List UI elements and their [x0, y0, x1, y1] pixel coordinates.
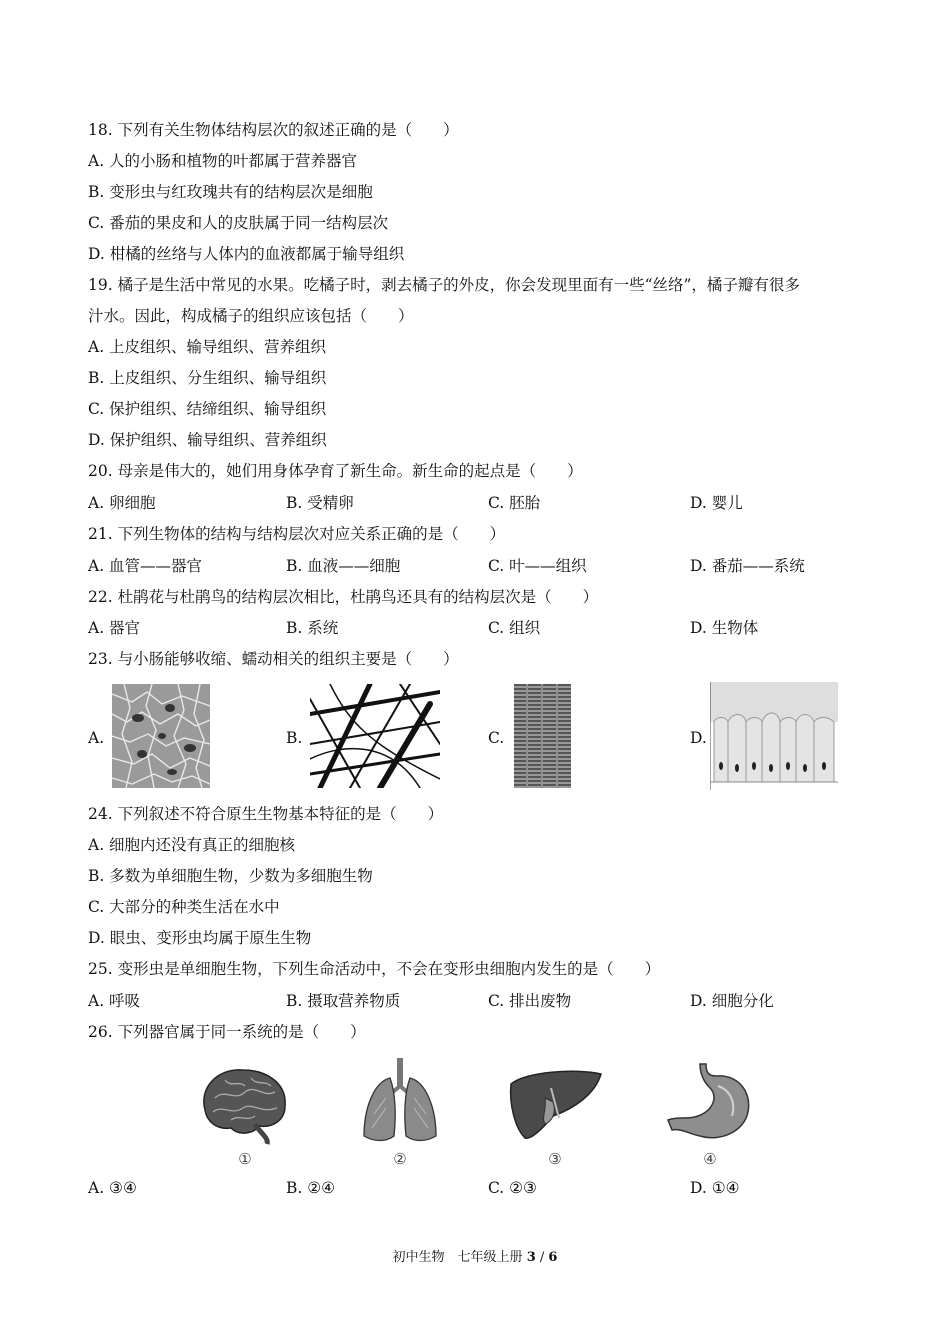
- question-19-option-b: B. 上皮组织、分生组织、输导组织: [88, 369, 327, 387]
- question-24-stem: 24. 下列叙述不符合原生生物基本特征的是（ ）: [88, 805, 444, 823]
- nerve-tissue-image: [112, 684, 210, 788]
- question-21-option-d: D. 番茄——系统: [690, 557, 805, 575]
- question-24-option-a: A. 细胞内还没有真正的细胞核: [88, 836, 296, 854]
- question-25-option-b: B. 摄取营养物质: [286, 992, 401, 1010]
- question-24-option-d: D. 眼虫、变形虫均属于原生生物: [88, 929, 312, 947]
- question-23-label-a: A.: [88, 729, 105, 747]
- question-25-options: [88, 991, 888, 1011]
- question-20-option-a: A. 卵细胞: [88, 494, 156, 512]
- question-23-label-d: D.: [690, 729, 707, 747]
- stomach-icon: [660, 1058, 760, 1148]
- question-26-organ-images: [195, 1058, 775, 1173]
- footer-subject: 初中生物 七年级上册: [392, 1250, 523, 1265]
- question-18-stem: 18. 下列有关生物体结构层次的叙述正确的是（ ）: [88, 121, 459, 139]
- question-20-stem: 20. 母亲是伟大的，她们用身体孕育了新生命。新生命的起点是（ ）: [88, 462, 583, 480]
- organ-number-1: ①: [238, 1150, 252, 1168]
- question-26-options: [88, 1178, 888, 1198]
- question-22-option-d: D. 生物体: [690, 619, 759, 637]
- organ-liver: [505, 1058, 615, 1173]
- question-20-option-b: B. 受精卵: [286, 494, 354, 512]
- epithelial-tissue-image: [710, 682, 838, 790]
- footer-separator: /: [539, 1250, 545, 1265]
- question-18-option-a: A. 人的小肠和植物的叶都属于营养器官: [88, 152, 358, 170]
- question-25-option-a: A. 呼吸: [88, 992, 141, 1010]
- organ-number-2: ②: [393, 1150, 407, 1168]
- question-19-stem-line1: 19. 橘子是生活中常见的水果。吃橘子时，剥去橘子的外皮，你会发现里面有一些“丝络”，橘子瓣有很多: [88, 276, 800, 294]
- question-22-options: [88, 618, 888, 638]
- footer-total-pages: 6: [548, 1250, 558, 1265]
- organ-stomach: [660, 1058, 770, 1173]
- question-24-option-c: C. 大部分的种类生活在水中: [88, 898, 280, 916]
- question-19-option-a: A. 上皮组织、输导组织、营养组织: [88, 338, 327, 356]
- connective-tissue-image: [310, 684, 440, 788]
- question-22-option-b: B. 系统: [286, 619, 339, 637]
- organ-brain: [195, 1058, 305, 1173]
- question-25-stem: 25. 变形虫是单细胞生物，下列生命活动中，不会在变形虫细胞内发生的是（ ）: [88, 960, 661, 978]
- question-18-option-c: C. 番茄的果皮和人的皮肤属于同一结构层次: [88, 214, 389, 232]
- question-26-option-a: A. ③④: [88, 1179, 137, 1197]
- brain-icon: [195, 1058, 295, 1148]
- question-26-option-b: B. ②④: [286, 1179, 336, 1197]
- organ-number-4: ④: [703, 1150, 717, 1168]
- question-21-option-b: B. 血液——细胞: [286, 557, 401, 575]
- question-25-option-d: D. 细胞分化: [690, 992, 774, 1010]
- question-21-stem: 21. 下列生物体的结构与结构层次对应关系正确的是（ ）: [88, 525, 506, 543]
- question-23-label-b: B.: [286, 729, 303, 747]
- question-24-option-b: B. 多数为单细胞生物，少数为多细胞生物: [88, 867, 373, 885]
- question-21-option-a: A. 血管——器官: [88, 557, 203, 575]
- question-20-option-c: C. 胚胎: [488, 494, 541, 512]
- question-25-option-c: C. 排出废物: [488, 992, 572, 1010]
- question-18-option-b: B. 变形虫与红玫瑰共有的结构层次是细胞: [88, 183, 373, 201]
- question-26-option-c: C. ②③: [488, 1179, 537, 1197]
- liver-icon: [505, 1058, 605, 1148]
- question-19-stem-line2: 汁水。因此，构成橘子的组织应该包括（ ）: [88, 307, 414, 325]
- question-19-option-d: D. 保护组织、输导组织、营养组织: [88, 431, 327, 449]
- question-19-option-c: C. 保护组织、结缔组织、输导组织: [88, 400, 327, 418]
- question-23-stem: 23. 与小肠能够收缩、蠕动相关的组织主要是（ ）: [88, 650, 459, 668]
- organ-lungs: [350, 1058, 460, 1173]
- question-26-stem: 26. 下列器官属于同一系统的是（ ）: [88, 1023, 366, 1041]
- footer-page-number: 3: [526, 1250, 536, 1265]
- question-20-options: [88, 493, 888, 513]
- organ-number-3: ③: [548, 1150, 562, 1168]
- question-21-option-c: C. 叶——组织: [488, 557, 587, 575]
- question-20-option-d: D. 婴儿: [690, 494, 743, 512]
- question-18-option-d: D. 柑橘的丝络与人体内的血液都属于输导组织: [88, 245, 405, 263]
- lungs-icon: [350, 1058, 450, 1148]
- question-23-label-c: C.: [488, 729, 505, 747]
- question-21-options: [88, 556, 888, 576]
- muscle-tissue-image: [512, 684, 574, 788]
- page-footer: [0, 1246, 950, 1265]
- question-22-option-c: C. 组织: [488, 619, 541, 637]
- question-22-option-a: A. 器官: [88, 619, 141, 637]
- question-23-tissue-images: [88, 682, 888, 792]
- question-26-option-d: D. ①④: [690, 1179, 740, 1197]
- question-22-stem: 22. 杜鹃花与杜鹃鸟的结构层次相比，杜鹃鸟还具有的结构层次是（ ）: [88, 588, 599, 606]
